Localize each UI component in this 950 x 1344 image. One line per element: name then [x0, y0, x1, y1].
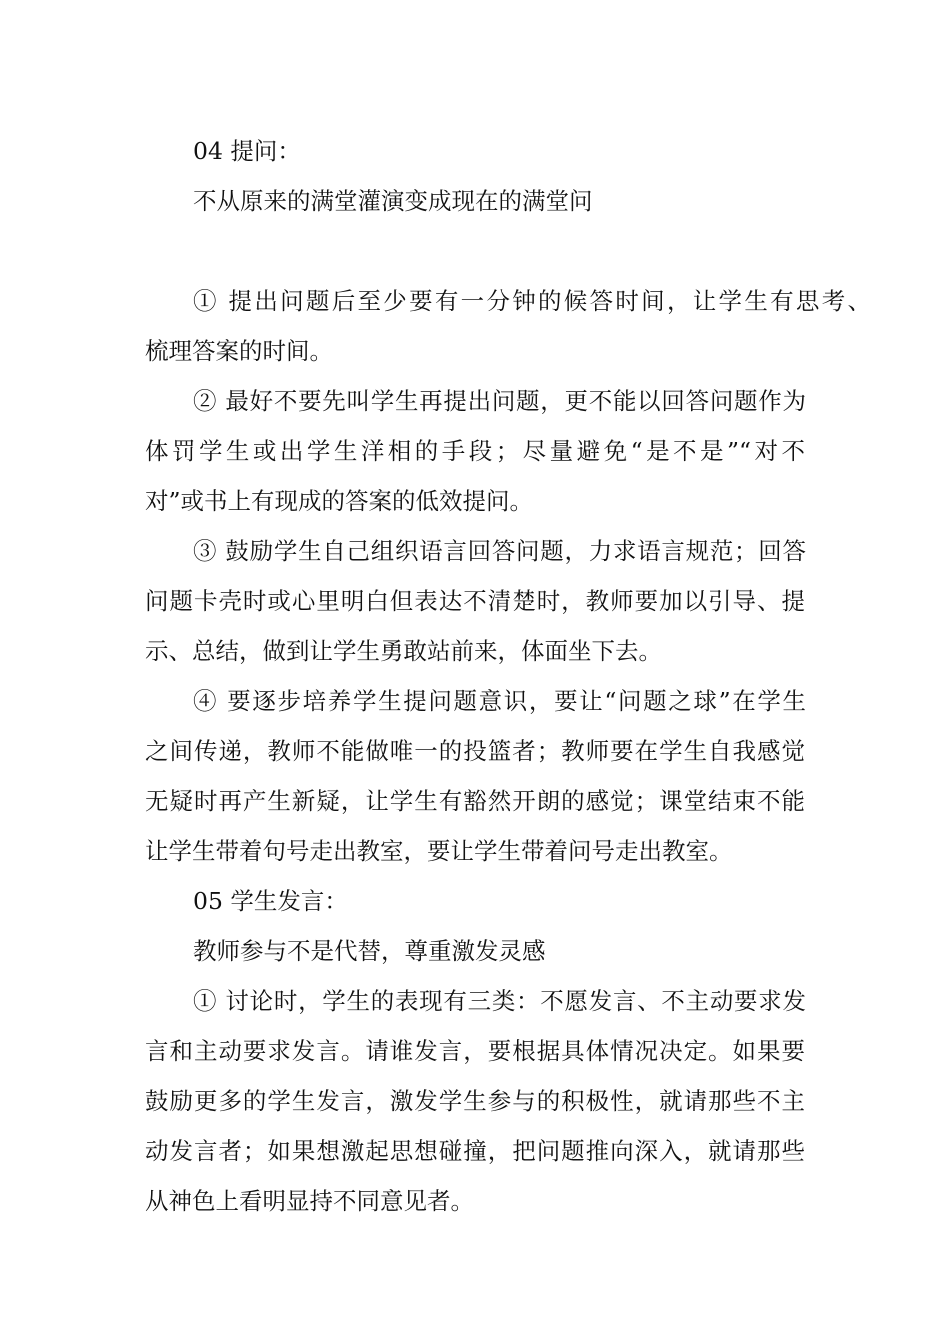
paragraph-line: 示、总结，做到让学生勇敢站前来，体面坐下去。 — [145, 637, 662, 665]
paragraph-line: 之间传递，教师不能做唯一的投篮者；教师要在学生自我感觉 — [145, 737, 805, 765]
section-heading: 05 学生发言： — [193, 887, 348, 915]
section-subtitle: 教师参与不是代替，尊重激发灵感 — [193, 937, 546, 965]
paragraph-line: ④ 要逐步培养学生提问题意识，要让“问题之球”在学生 — [193, 687, 806, 715]
section-heading: 04 提问： — [193, 137, 301, 165]
paragraph-line: 让学生带着句号走出教室，要让学生带着问号走出教室。 — [145, 837, 733, 865]
paragraph-line: 从神色上看明显持不同意见者。 — [145, 1187, 474, 1215]
paragraph-line: 体罚学生或出学生洋相的手段；尽量避免“是不是”“对不 — [145, 437, 805, 465]
paragraph-line: 言和主动要求发言。请谁发言，要根据具体情况决定。如果要 — [145, 1037, 805, 1065]
paragraph-line: ② 最好不要先叫学生再提出问题，更不能以回答问题作为 — [193, 387, 806, 415]
paragraph-line: 梳理答案的时间。 — [145, 337, 333, 365]
paragraph-line: 问题卡壳时或心里明白但表达不清楚时，教师要加以引导、提 — [145, 587, 805, 615]
section-subtitle: 不从原来的满堂灌演变成现在的满堂问 — [193, 187, 593, 215]
paragraph-line: ① 讨论时，学生的表现有三类：不愿发言、不主动要求发 — [193, 987, 806, 1015]
paragraph-line: 动发言者；如果想激起思想碰撞，把问题推向深入，就请那些 — [145, 1137, 805, 1165]
paragraph-line: 无疑时再产生新疑，让学生有豁然开朗的感觉；课堂结束不能 — [145, 787, 805, 815]
paragraph-line: ① 提出问题后至少要有一分钟的候答时间，让学生有思考、 — [193, 287, 871, 315]
paragraph-line: ③ 鼓励学生自己组织语言回答问题，力求语言规范；回答 — [193, 537, 806, 565]
paragraph-line: 鼓励更多的学生发言，激发学生参与的积极性，就请那些不主 — [145, 1087, 805, 1115]
paragraph-line: 对”或书上有现成的答案的低效提问。 — [145, 487, 534, 515]
